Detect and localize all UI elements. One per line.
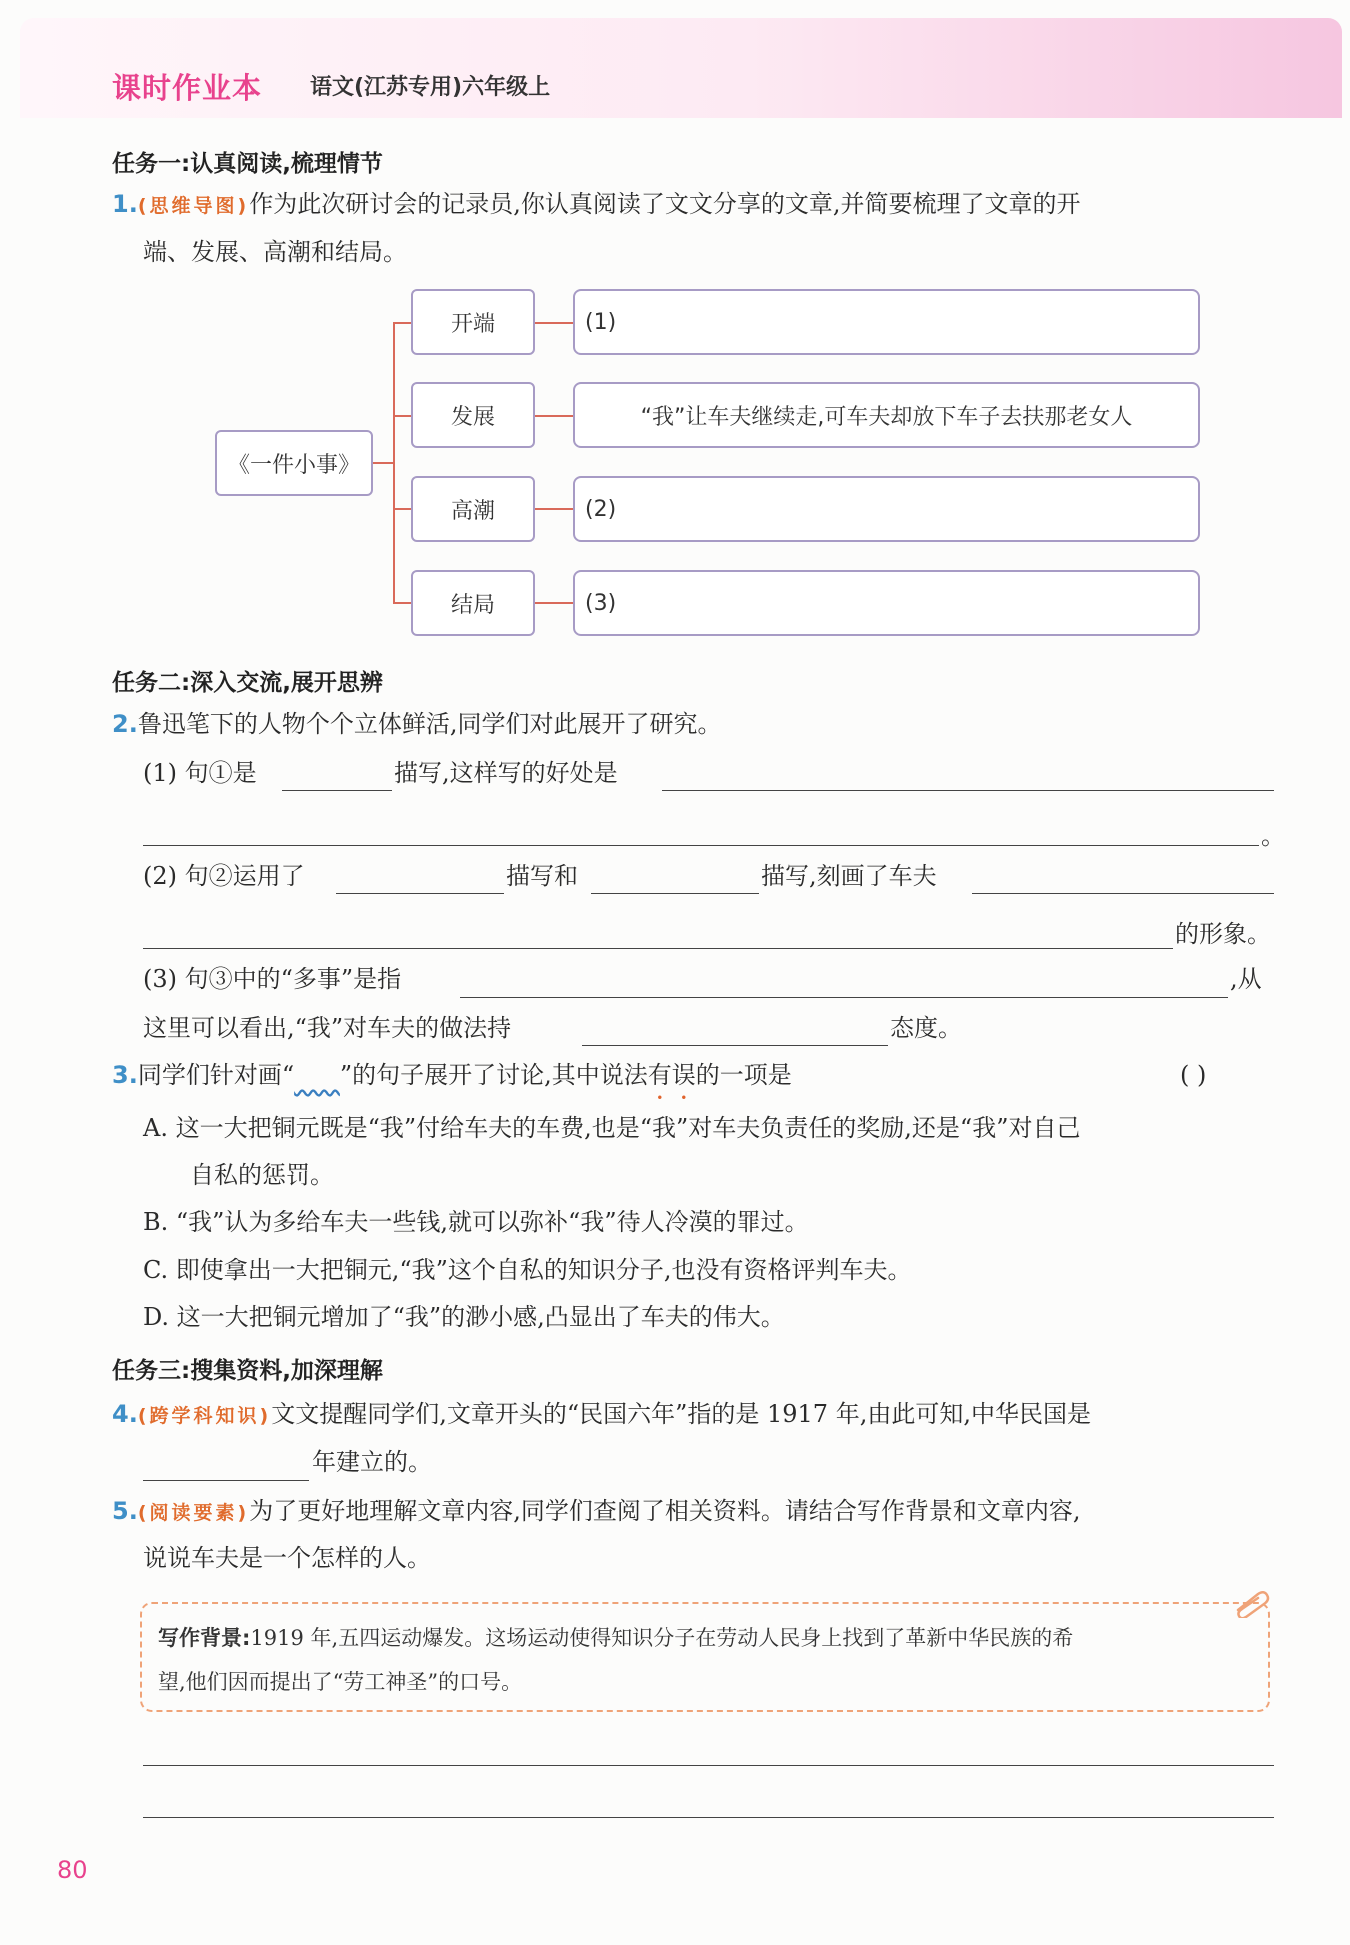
q3-wavy-blank — [294, 1061, 340, 1089]
note-text-line1: 1919 年,五四运动爆发。这场运动使得知识分子在劳动人民身上找到了革新中华民族的希 — [250, 1626, 1074, 1650]
q3-emphasis-you: 有 — [647, 1061, 672, 1089]
blank-q2-1c[interactable] — [143, 845, 1259, 846]
note-label: 写作背景: — [158, 1626, 251, 1650]
blank-q2-2b[interactable] — [591, 893, 759, 894]
q2-number: 2. — [112, 710, 138, 738]
q2-sub1-prefix: (1) 句①是 — [143, 759, 257, 787]
q2-text: 鲁迅笔下的人物个个立体鲜活,同学们对此展开了研究。 — [137, 710, 722, 738]
connector — [393, 508, 411, 510]
q3-emphasis-wu: 误 — [671, 1061, 696, 1089]
blank-q2-1b[interactable] — [662, 790, 1274, 791]
answer-box-1[interactable]: (1) — [573, 289, 1200, 355]
q4-tag: (跨学科知识) — [137, 1405, 272, 1427]
q3-text-a: 同学们针对画“ — [137, 1061, 295, 1089]
q5-text-line1: 为了更好地理解文章内容,同学们查阅了相关资料。请结合写作背景和文章内容, — [249, 1497, 1081, 1525]
q2-sub3-middle: ,从 — [1230, 965, 1262, 993]
q3-option-d[interactable]: D. 这一大把铜元增加了“我”的渺小感,凸显出了车夫的伟大。 — [143, 1303, 785, 1331]
mindmap-node-climax: 高潮 — [411, 476, 535, 542]
connector — [535, 322, 573, 324]
note-line1 — [158, 1622, 1073, 1652]
connector — [393, 322, 395, 604]
q5-line1 — [112, 1497, 1080, 1526]
page-number: 80 — [57, 1856, 88, 1884]
connector — [535, 415, 573, 417]
q2-sub3-end: 态度。 — [890, 1014, 962, 1042]
blank-q2-2d[interactable] — [143, 948, 1173, 949]
q1-number: 1. — [112, 190, 138, 218]
q2-sub2-middle2: 描写,刻画了车夫 — [761, 862, 937, 890]
paperclip-icon — [1232, 1588, 1272, 1618]
q4-text-line1: 文文提醒同学们,文章开头的“民国六年”指的是 1917 年,由此可知,中华民国是 — [271, 1400, 1091, 1428]
task2-heading: 任务二:深入交流,展开思辨 — [112, 670, 383, 696]
q3-option-a-line1[interactable]: A. 这一大把铜元既是“我”付给车夫的车费,也是“我”对车夫负责任的奖励,还是“我”对自己 — [143, 1114, 1081, 1142]
book-title: 课时作业本 — [112, 71, 263, 105]
q3-number: 3. — [112, 1061, 138, 1089]
q1-text-line2: 端、发展、高潮和结局。 — [143, 238, 407, 266]
answer-line-q5-1[interactable] — [143, 1765, 1274, 1766]
mindmap-node-development: 发展 — [411, 382, 535, 448]
q2-line — [112, 710, 721, 739]
note-text-line2: 望,他们因而提出了“劳工神圣”的口号。 — [158, 1670, 523, 1694]
q2-sub2-middle1: 描写和 — [506, 862, 578, 890]
connector — [535, 508, 573, 510]
blank-q4[interactable] — [143, 1480, 309, 1481]
q5-number: 5. — [112, 1497, 138, 1525]
q4-number: 4. — [112, 1400, 138, 1428]
q3-option-c[interactable]: C. 即使拿出一大把铜元,“我”这个自私的知识分子,也没有资格评判车夫。 — [143, 1256, 912, 1284]
q2-sub1-end: 。 — [1261, 822, 1285, 850]
q3-option-b[interactable]: B. “我”认为多给车夫一些钱,就可以弥补“我”待人冷漠的罪过。 — [143, 1208, 809, 1236]
answer-box-2[interactable]: (2) — [573, 476, 1200, 542]
q3-text-b: ”的句子展开了讨论,其中说法 — [339, 1061, 648, 1089]
q5-text-line2: 说说车夫是一个怎样的人。 — [143, 1544, 431, 1572]
q2-sub3-line2: 这里可以看出,“我”对车夫的做法持 — [143, 1014, 512, 1042]
q5-tag: (阅读要素) — [137, 1502, 250, 1524]
mindmap-root: 《一件小事》 — [215, 430, 373, 496]
blank-q2-1a[interactable] — [282, 790, 392, 791]
mindmap-node-beginning: 开端 — [411, 289, 535, 355]
connector — [393, 322, 411, 324]
q2-sub2-prefix: (2) 句②运用了 — [143, 862, 305, 890]
q2-sub1-middle: 描写,这样写的好处是 — [394, 759, 618, 787]
q2-sub2-end: 的形象。 — [1175, 920, 1271, 948]
q1-line1 — [112, 190, 1080, 219]
q3-option-a-line2: 自私的惩罚。 — [190, 1161, 334, 1189]
answer-line-q5-2[interactable] — [143, 1817, 1274, 1818]
connector — [393, 602, 411, 604]
q4-text-line2: 年建立的。 — [312, 1448, 432, 1476]
q4-line1 — [112, 1400, 1091, 1429]
q1-tag: (思维导图) — [137, 195, 250, 217]
answer-box-3[interactable]: (3) — [573, 570, 1200, 636]
q1-text-line1: 作为此次研讨会的记录员,你认真阅读了文文分享的文章,并简要梳理了文章的开 — [249, 190, 1081, 218]
q3-answer-bracket[interactable]: ( ) — [1180, 1061, 1207, 1089]
q3-line — [112, 1061, 792, 1090]
task3-heading: 任务三:搜集资料,加深理解 — [112, 1358, 383, 1384]
connector — [535, 602, 573, 604]
blank-q2-3b[interactable] — [582, 1045, 888, 1046]
connector — [373, 462, 393, 464]
mindmap-node-ending: 结局 — [411, 570, 535, 636]
q3-text-c: 的一项是 — [695, 1061, 792, 1089]
blank-q2-2a[interactable] — [336, 893, 504, 894]
blank-q2-2c[interactable] — [972, 893, 1274, 894]
blank-q2-3a[interactable] — [460, 997, 1228, 998]
mindmap-content-development: “我”让车夫继续走,可车夫却放下车子去扶那老女人 — [573, 382, 1200, 448]
q2-sub3-prefix: (3) 句③中的“多事”是指 — [143, 965, 402, 993]
task1-heading: 任务一:认真阅读,梳理情节 — [112, 151, 383, 177]
book-subtitle: 语文(江苏专用)六年级上 — [310, 75, 551, 100]
connector — [393, 415, 411, 417]
